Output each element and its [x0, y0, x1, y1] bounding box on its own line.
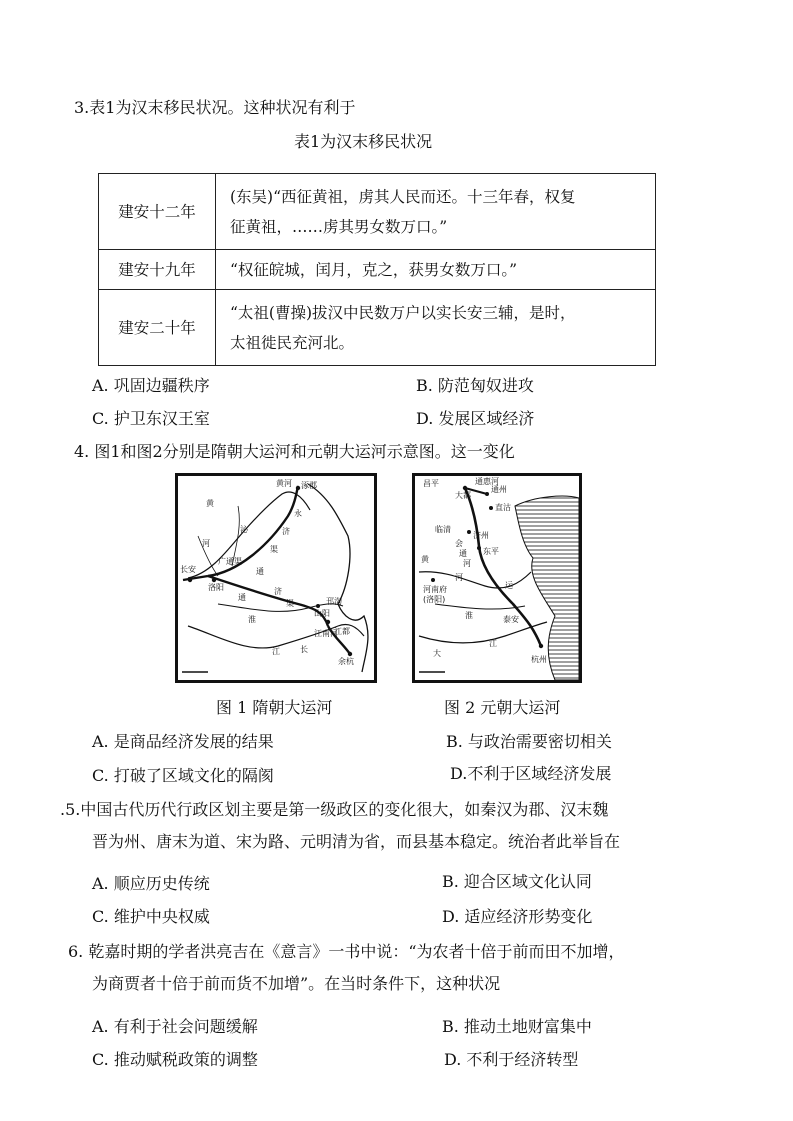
map-label: 运 [505, 581, 513, 590]
map-label: 济 [274, 587, 282, 596]
map-label: 济州 [473, 531, 489, 540]
map-label: 山阳 [314, 609, 330, 618]
map-label: 渠 [270, 545, 278, 554]
map-label: 大 [433, 649, 441, 658]
map-label: 淮 [248, 615, 256, 624]
map-label: 河 [455, 573, 463, 582]
map-label: 济 [282, 527, 290, 536]
migration-table [98, 173, 656, 366]
q6-stem-line1: 6. 乾嘉时期的学者洪亮吉在《意言》一书中说：“为农者十倍于前而田不加增， [68, 942, 625, 961]
map-label: 广通渠 [218, 557, 242, 566]
map-label: (洛阳) [423, 595, 446, 604]
q5-stem-line2: 晋为州、唐末为道、宋为路、元明清为省，而县基本稳定。统治者此举旨在 [92, 832, 621, 851]
q5-option-d[interactable]: D. 适应经济形势变化 [442, 907, 593, 926]
map-label: 江都 [334, 627, 350, 636]
q5-stem-line1: .5.中国古代历代行政区划主要是第一级政区的变化很大，如秦汉为郡、汉末魏 [60, 800, 609, 819]
map-label: 临清 [435, 525, 451, 534]
map-label: 河 [463, 559, 471, 568]
map-label: 黄 [206, 499, 214, 508]
map-label: 河南府 [423, 585, 447, 594]
table-cell-year: 建安十九年 [99, 250, 216, 290]
table-cell-content: (东吴)“西征黄祖，虏其人民而还。十三年春，权复 征黄祖，……虏其男女数万口。” [216, 174, 656, 250]
map-label: 通 [459, 549, 467, 558]
map-label: 洛阳 [208, 583, 224, 592]
q5-option-a[interactable]: A. 顺应历史传统 [92, 874, 210, 893]
fig2-caption: 图 2 元朝大运河 [444, 698, 561, 717]
map-label: 长 [300, 645, 308, 654]
map-label: 通惠河 [475, 477, 499, 486]
map-label: 河 [202, 539, 210, 548]
map-label: 通 [256, 567, 264, 576]
map-label: 黄河 [276, 479, 292, 488]
sui-canal-map [175, 473, 377, 683]
map-label: 黄 [421, 555, 429, 564]
map-label: 通州 [491, 485, 507, 494]
q4-option-c[interactable]: C. 打破了区域文化的隔阂 [92, 766, 274, 785]
map-label: 杭州 [531, 655, 547, 664]
q6-option-c[interactable]: C. 推动赋税政策的调整 [92, 1050, 258, 1069]
q4-option-b[interactable]: B. 与政治需要密切相关 [446, 732, 612, 751]
map-label: 直沽 [495, 503, 511, 512]
q5-option-b[interactable]: B. 迎合区域文化认同 [442, 872, 592, 891]
fig1-caption: 图 1 隋朝大运河 [216, 698, 333, 717]
q6-stem-line2: 为商贾者十倍于前而货不加增”。在当时条件下，这种状况 [92, 974, 501, 993]
map-label: 永 [294, 509, 302, 518]
table-row [99, 174, 656, 250]
q6-option-d[interactable]: D. 不利于经济转型 [444, 1050, 579, 1069]
q5-option-c[interactable]: C. 维护中央权威 [92, 907, 210, 926]
map-label: 通 [238, 593, 246, 602]
yuan-canal-map [412, 473, 582, 683]
map-label: 大都 [455, 491, 471, 500]
table-row [99, 290, 656, 366]
table-row [99, 250, 656, 290]
map-label: 会 [455, 539, 463, 548]
q6-option-b[interactable]: B. 推动土地财富集中 [442, 1017, 592, 1036]
table-title: 表1为汉末移民状况 [294, 132, 433, 151]
q4-option-a[interactable]: A. 是商品经济发展的结果 [92, 732, 274, 751]
map-label: 渠 [286, 599, 294, 608]
table-cell-year: 建安二十年 [99, 290, 216, 366]
map-label: 淮 [465, 611, 473, 620]
q6-option-a[interactable]: A. 有利于社会问题缓解 [92, 1017, 258, 1036]
q3-stem: 3.表1为汉末移民状况。这种状况有利于 [74, 98, 356, 117]
map-label: 昌平 [423, 479, 439, 488]
map-label: 江 [272, 647, 280, 656]
map-label: 江 [489, 639, 497, 648]
q3-option-d[interactable]: D. 发展区域经济 [416, 409, 535, 428]
table-cell-year: 建安十二年 [99, 174, 216, 250]
q4-stem: 4. 图1和图2分别是隋朝大运河和元朝大运河示意图。这一变化 [74, 442, 515, 461]
map-label: 余杭 [338, 657, 354, 666]
map-label: 邗沟 [326, 597, 342, 606]
map-label: 沁 [240, 525, 248, 534]
q4-option-d[interactable]: D.不利于区域经济发展 [450, 764, 612, 783]
map-label: 江南河 [314, 629, 338, 638]
map-label: 东平 [483, 547, 499, 556]
map-label: 泰安 [503, 615, 519, 624]
q3-option-c[interactable]: C. 护卫东汉王室 [92, 409, 210, 428]
table-cell-content: “权征皖城，闰月，克之，获男女数万口。” [216, 250, 656, 290]
map-label: 涿郡 [301, 481, 317, 490]
table-cell-content: “太祖(曹操)拔汉中民数万户以实长安三辅，是时， 太祖徙民充河北。 [216, 290, 656, 366]
map-label: 长安 [180, 565, 196, 574]
q3-option-b[interactable]: B. 防范匈奴进攻 [416, 376, 534, 395]
q3-option-a[interactable]: A. 巩固边疆秩序 [92, 376, 210, 395]
